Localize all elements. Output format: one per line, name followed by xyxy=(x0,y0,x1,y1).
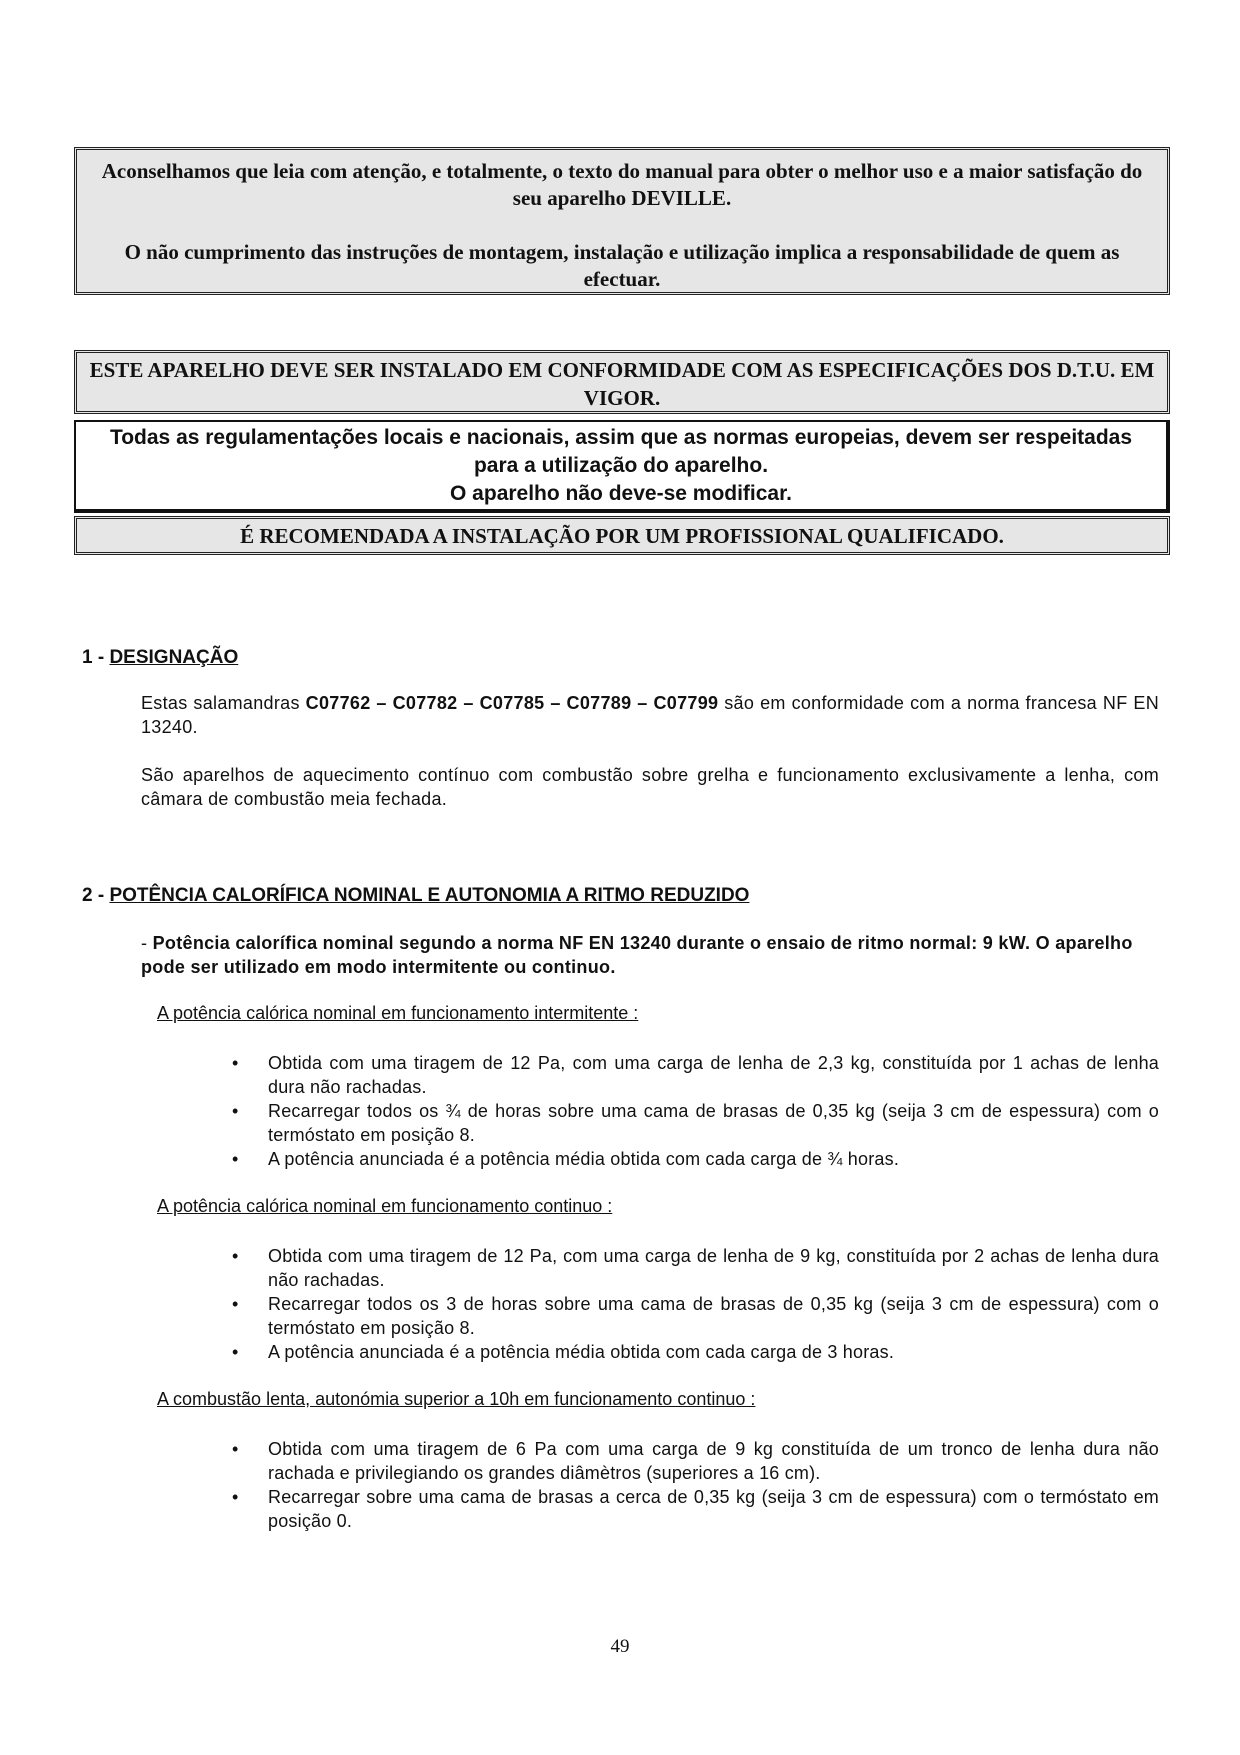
section-2-title: POTÊNCIA CALORÍFICA NOMINAL E AUTONOMIA A RITMO REDUZIDO xyxy=(109,885,750,906)
list-item: • Recarregar todos os 3 de horas sobre uma cama de brasas de 0,35 kg (seija 3 cm de espessura) com o termóstato em posição 8. xyxy=(226,1292,1159,1340)
list-item: • A potência anunciada é a potência média obtida com cada carga de ¾ horas. xyxy=(226,1147,1159,1171)
intro-bold: Potência calorífica nominal segundo a norma NF EN 13240 durante o ensaio de ritmo normal: 9 kW. O aparelho pode ser utilizado em modo intermitente ou continuo. xyxy=(141,933,1133,977)
list-item: • Obtida com uma tiragem de 6 Pa com uma carga de 9 kg constituída de um tronco de lenha dura não rachada e privilegiando os grandes diâmètros (superiores a 16 cm). xyxy=(226,1437,1159,1485)
model-codes: C07762 – C07782 – C07785 – C07789 – C07799 xyxy=(305,693,719,713)
section-1-heading xyxy=(82,647,238,669)
regulations-text: Todas as regulamentações locais e nacionais, assim que as normas europeias, devem ser respeitadas para a utilização do aparelho. xyxy=(109,426,1133,477)
list-item: • Obtida com uma tiragem de 12 Pa, com uma carga de lenha de 2,3 kg, constituída por 1 achas de lenha dura não rachadas. xyxy=(226,1051,1159,1099)
page-number: 49 xyxy=(610,1636,630,1657)
intermittent-list xyxy=(226,1051,1159,1171)
slow-combustion-heading: A combustão lenta, autonómia superior a 10h em funcionamento continuo : xyxy=(157,1389,756,1409)
section-1-number: 1 - xyxy=(82,647,110,668)
p1-pre: Estas salamandras xyxy=(141,693,306,713)
section-1-paragraph-1 xyxy=(141,691,1159,739)
intro-dash: - xyxy=(141,933,153,953)
section-2-intro xyxy=(141,931,1159,979)
list-item: • A potência anunciada é a potência média obtida com cada carga de 3 horas. xyxy=(226,1340,1159,1364)
section-2-number: 2 - xyxy=(82,885,110,906)
section-2-heading xyxy=(82,885,749,907)
continuous-list xyxy=(226,1244,1159,1364)
slow-combustion-list xyxy=(226,1437,1159,1533)
notice-box xyxy=(74,147,1170,295)
no-modify-text: O aparelho não deve-se modificar. xyxy=(450,482,792,505)
notice-line-1: Aconselhamos que leia com atenção, e totalmente, o texto do manual para obter o melhor uso e a maior satisfação do seu aparelho DEVILLE. xyxy=(101,159,1143,210)
list-item: • Obtida com uma tiragem de 12 Pa, com uma carga de lenha de 9 kg, constituída por 2 achas de lenha dura não rachadas. xyxy=(226,1244,1159,1292)
compliance-title: ESTE APARELHO DEVE SER INSTALADO EM CONFORMIDADE COM AS ESPECIFICAÇÕES DOS D.T.U. EM VIGOR. xyxy=(89,358,1155,410)
list-item: • Recarregar sobre uma cama de brasas a cerca de 0,35 kg (seija 3 cm de espessura) com o termóstato em posição 0. xyxy=(226,1485,1159,1533)
list-item: • Recarregar todos os ¾ de horas sobre uma cama de brasas de 0,35 kg (seija 3 cm de espessura) com o termóstato em posição 8. xyxy=(226,1099,1159,1147)
section-1-paragraph-2: São aparelhos de aquecimento contínuo com combustão sobre grelha e funcionamento exclusivamente a lenha, com câmara de combustão meia fechada. xyxy=(141,765,1159,809)
recommend-box xyxy=(74,516,1170,555)
section-1-title: DESIGNAÇÃO xyxy=(109,647,239,668)
compliance-title-box xyxy=(74,350,1170,414)
recommend-text: É RECOMENDADA A INSTALAÇÃO POR UM PROFISSIONAL QUALIFICADO. xyxy=(240,524,1004,548)
p1-post: são em conformidade com a norma francesa NF EN 13240. xyxy=(141,693,1159,737)
notice-line-2: O não cumprimento das instruções de montagem, instalação e utilização implica a responsabilidade de quem as efectuar. xyxy=(124,240,1120,291)
regulations-box xyxy=(74,420,1170,513)
continuous-heading: A potência calórica nominal em funcionamento continuo : xyxy=(157,1196,613,1216)
intermittent-heading: A potência calórica nominal em funcionamento intermitente : xyxy=(157,1003,639,1023)
